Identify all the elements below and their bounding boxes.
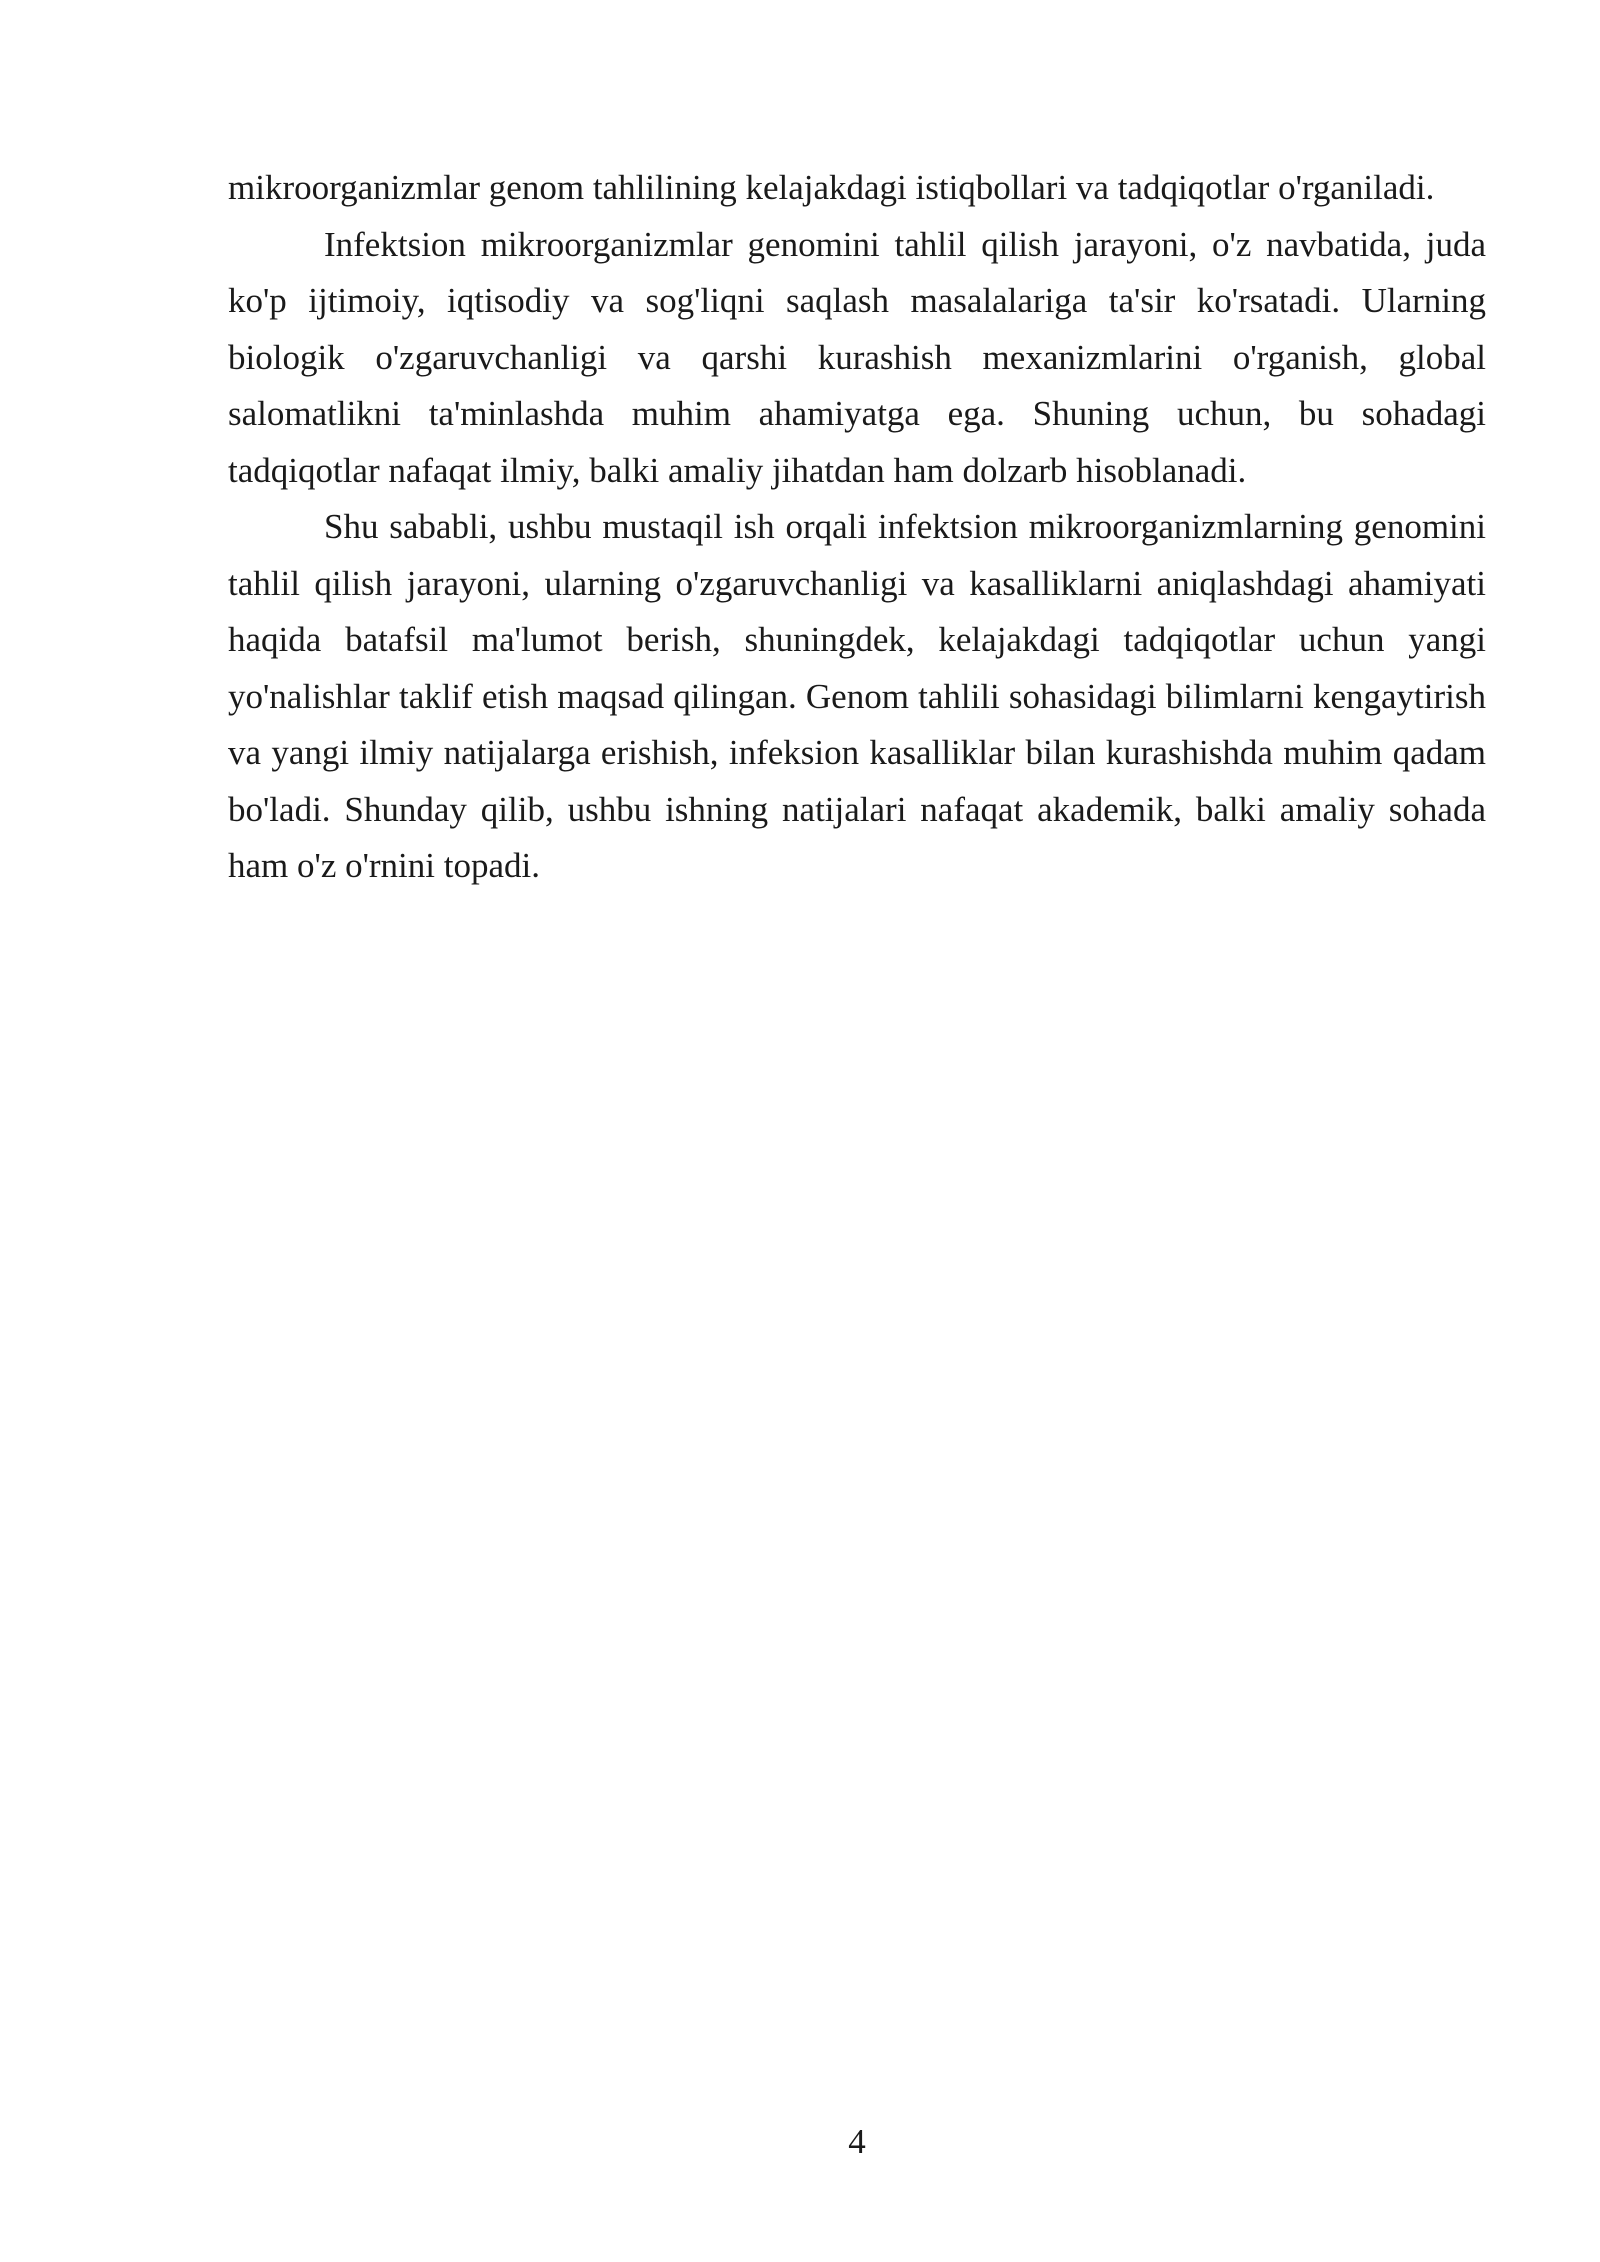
body-text [228, 160, 1486, 895]
paragraph-genome-analysis-impact: Infektsion mikroorganizmlar genomini tahlil qilish jarayoni, o'z navbatida, juda ko'p ijtimoiy, iqtisodiy va sog'liqni saqlash masalalariga ta'sir ko'rsatadi. Ularning biologik o'zgaruvchanligi va qarshi kurashish mexanizmlarini o'rganish, global salomatlikni ta'minlashda muhim ahamiyatga ega. Shuning uchun, bu sohadagi tadqiqotlar nafaqat ilmiy, balki amaliy jihatdan ham dolzarb hisoblanadi. [228, 224, 1486, 490]
page-number: 4 [848, 2122, 866, 2161]
paragraph-continued: mikroorganizmlar genom tahlilining kelajakdagi istiqbollari va tadqiqotlar o'rganiladi. [228, 168, 1435, 207]
paragraph-work-purpose: Shu sababli, ushbu mustaqil ish orqali infektsion mikroorganizmlarning genomini tahlil qilish jarayoni, ularning o'zgaruvchanligi va kasalliklarni aniqlashdagi ahamiyati haqida batafsil ma'lumot berish, shuningdek, kelajakdagi tadqiqotlar uchun yangi yo'nalishlar taklif etish maqsad qilingan. Genom tahlili sohasidagi bilimlarni kengaytirish va yangi ilmiy natijalarga erishish, infeksion kasalliklar bilan kurashishda muhim qadam bo'ladi. Shunday qilib, ushbu ishning natijalari nafaqat akademik, balki amaliy sohada ham o'z o'rnini topadi. [228, 507, 1486, 885]
